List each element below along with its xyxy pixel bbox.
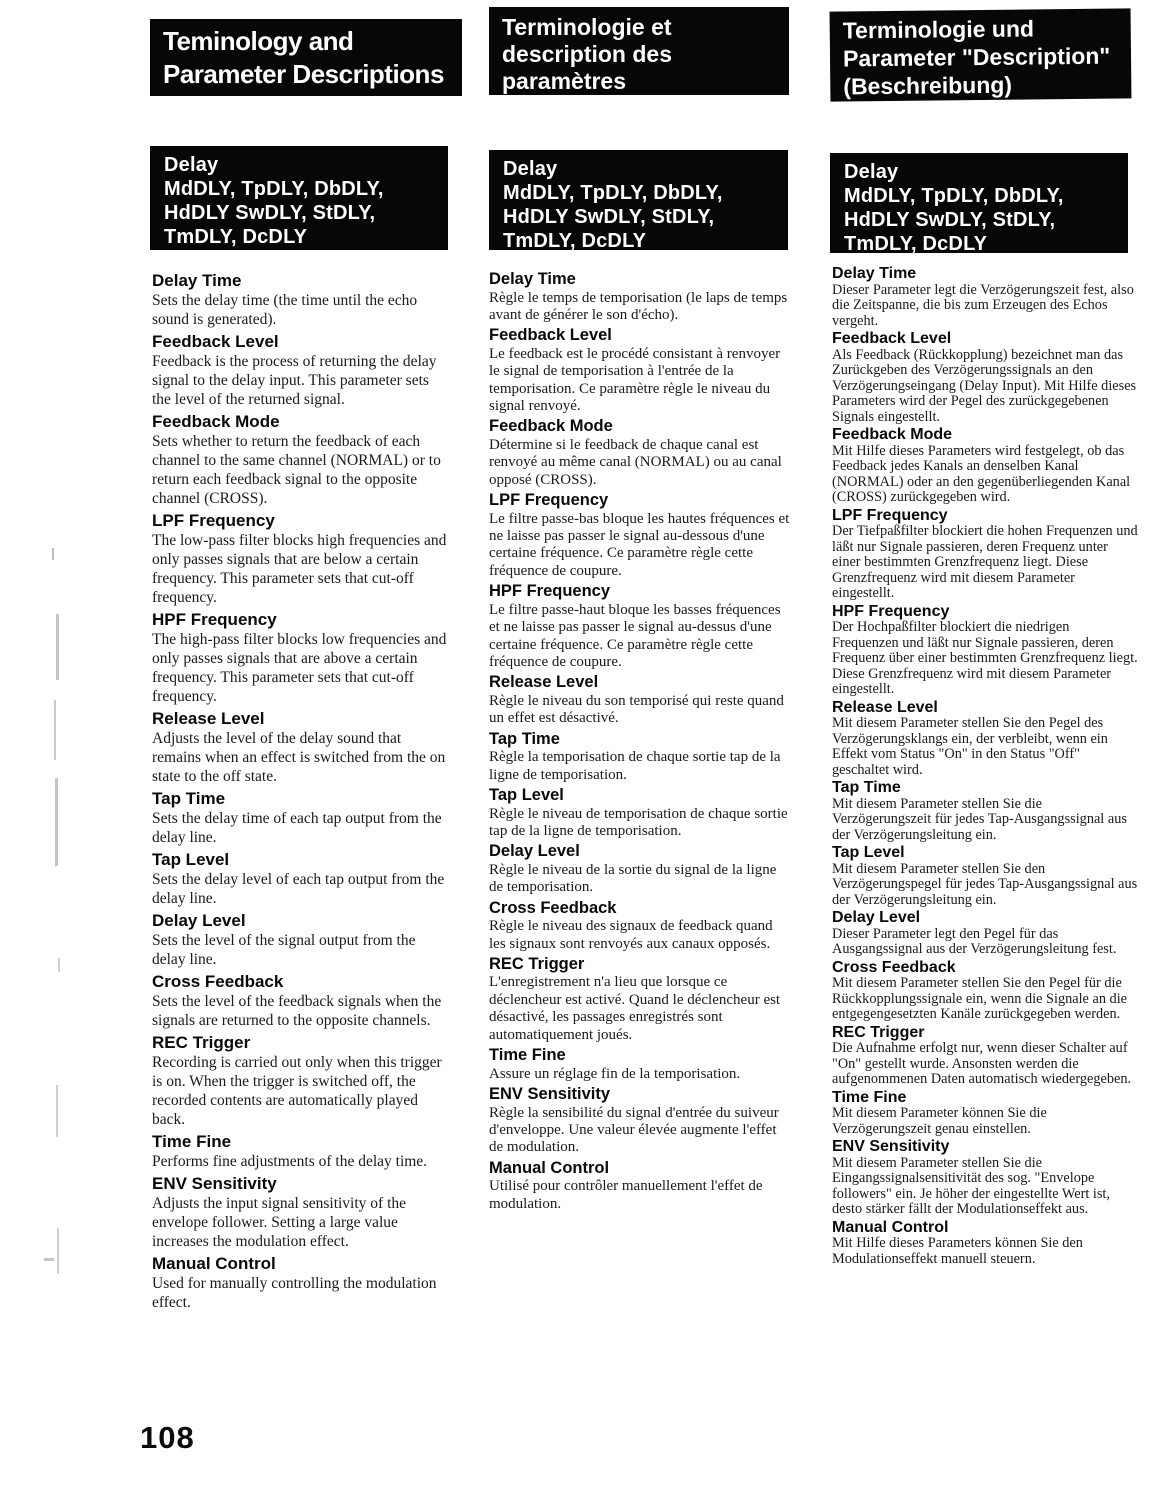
term-description: Le filtre passe-bas bloque les hautes fréquences et ne laisse pas passer le signal au-dessous d'une certaine fréquence. Ce paramètre règle cette fréquence de coupure. bbox=[489, 510, 790, 579]
term-description: Mit diesem Parameter können Sie die Verzögerungszeit genau einstellen. bbox=[832, 1105, 1047, 1137]
term-description: Assure un réglage fin de la temporisation. bbox=[489, 1065, 741, 1082]
term-description: Mit diesem Parameter stellen Sie den Pegel für die Rückkopplungssignale ein, wenn die Signale an die entgegengesetzten Kanäle zurückgegeben werden. bbox=[832, 975, 1128, 1022]
term-heading: ENV Sensitivity bbox=[832, 1138, 950, 1155]
effect-abbrev-line: MdDLY, TpDLY, DbDLY, bbox=[844, 185, 1064, 207]
term-heading: Delay Level bbox=[152, 911, 246, 930]
term-heading: Delay Time bbox=[152, 271, 242, 290]
term-description: Sets the level of the feedback signals when the signals are returned to the opposite channels. bbox=[152, 993, 442, 1029]
term-description: Mit Hilfe dieses Parameters wird festgelegt, ob das Feedback jedes Kanals an denselben Kanal (NORMAL) oder an den gegenüberliegenden Kanal (CROSS) zurückgegeben wird. bbox=[832, 442, 1131, 505]
term-description: Règle la temporisation de chaque sortie tap de la ligne de temporisation. bbox=[489, 749, 781, 783]
term-description: Performs fine adjustments of the delay time. bbox=[152, 1153, 428, 1170]
term-heading: HPF Frequency bbox=[152, 610, 277, 629]
term-description: Règle la sensibilité du signal d'entrée du suiveur d'enveloppe. Une valeur élevée augmente l'effet de modulation. bbox=[489, 1104, 779, 1156]
effect-abbrev-line: TmDLY, DcDLY bbox=[164, 226, 308, 248]
term-heading: REC Trigger bbox=[832, 1023, 925, 1041]
term-description: Mit diesem Parameter stellen Sie den Verzögerungspegel für jedes Tap-Ausgangssignal aus der Verzögerungsleitung ein. bbox=[832, 860, 1138, 908]
term-description: Règle le niveau du son temporisé qui reste quand un effet est désactivé. bbox=[489, 692, 784, 727]
term-description: Der Hochpaßfilter blockiert die niedrigen Frequenzen und läßt nur Signale passieren, deren Frequenz über einer bestimmten Grenzfrequenz liegt. Diese Grenzfrequenz wird mit diesem Parameter eingestellt. bbox=[832, 619, 1138, 697]
effect-abbrev-line: TmDLY, DcDLY bbox=[844, 233, 988, 255]
term-description: Dieser Parameter legt die Verzögerungszeit fest, also die Zeitspanne, die bis zum Erzeugen des Echos vergeht. bbox=[832, 281, 1134, 329]
term-description: Règle le niveau de temporisation de chaque sortie tap de la ligne de temporisation. bbox=[489, 805, 788, 839]
term-description: Utilisé pour contrôler manuellement l'effet de modulation. bbox=[489, 1178, 763, 1212]
title-line: (Beschreibung) bbox=[843, 71, 1013, 100]
effect-box-german bbox=[830, 153, 1128, 253]
effect-name: Delay bbox=[164, 154, 219, 176]
term-heading: HPF Frequency bbox=[489, 582, 611, 601]
scan-artifact bbox=[44, 1258, 54, 1261]
scan-artifact bbox=[52, 548, 54, 560]
scan-artifact bbox=[56, 614, 59, 680]
term-heading: Release Level bbox=[489, 673, 599, 692]
term-description: Règle le temps de temporisation (le laps de temps avant de générer le son d'écho). bbox=[489, 289, 788, 323]
term-heading: Tap Time bbox=[832, 779, 901, 796]
term-heading: Tap Level bbox=[152, 850, 230, 869]
term-heading: HPF Frequency bbox=[832, 602, 950, 620]
effect-box-english bbox=[150, 146, 448, 250]
term-description: Sets the level of the signal output from the delay line. bbox=[152, 932, 416, 968]
term-description: Der Tiefpaßfilter blockiert die hohen Frequenzen und läßt nur Signale passieren, deren Frequenz unter einer bestimmten Grenzfrequenz liegt. Diese Grenzfrequenz wird mit diesem Parameter eingestellt. bbox=[832, 523, 1138, 601]
term-heading: Time Fine bbox=[832, 1088, 907, 1106]
glossary-column-french bbox=[489, 268, 793, 1213]
term-heading: REC Trigger bbox=[152, 1033, 251, 1052]
term-description: Adjusts the input signal sensitivity of the envelope follower. Setting a large value increases the modulation effect. bbox=[152, 1195, 407, 1250]
term-description: Le filtre passe-haut bloque les basses fréquences et ne laisse pas passer le signal au-dessus d'une certaine fréquence. Ce paramètre règle cette fréquence de coupure. bbox=[489, 601, 781, 670]
effect-abbrev-line: MdDLY, TpDLY, DbDLY, bbox=[503, 182, 723, 204]
term-description: Adjusts the level of the delay sound that remains when an effect is switched from the on state to the off state. bbox=[152, 730, 446, 785]
scan-artifact bbox=[54, 700, 56, 760]
term-description: L'enregistrement n'a lieu que lorsque ce déclencheur est activé. Quand le déclencheur est désactivé, les passages enregistrés sont automatiquement joués. bbox=[489, 974, 781, 1043]
title-line: Parameter "Description" bbox=[842, 42, 1111, 72]
title-line: Parameter Descriptions bbox=[163, 59, 444, 89]
term-heading: Feedback Level bbox=[152, 332, 279, 351]
effect-abbrev-line: TmDLY, DcDLY bbox=[503, 230, 647, 252]
term-description: The low-pass filter blocks high frequencies and only passes signals that are below a certain frequency. This parameter sets that cut-off frequency. bbox=[152, 532, 447, 606]
title-line: description des bbox=[502, 41, 672, 67]
term-heading: Manual Control bbox=[152, 1254, 276, 1273]
term-description: The high-pass filter blocks low frequencies and only passes signals that are above a certain frequency. This parameter sets that cut-off frequency. bbox=[152, 631, 447, 705]
term-heading: Cross Feedback bbox=[152, 972, 284, 991]
term-description: Le feedback est le procédé consistant à renvoyer le signal de temporisation à l'entrée de la temporisation. Ce paramètre règle le niveau du signal renvoyé. bbox=[489, 345, 781, 415]
term-heading: Tap Time bbox=[489, 729, 560, 748]
term-description: Sets the delay level of each tap output from the delay line. bbox=[152, 871, 445, 907]
effect-abbrev-line: HdDLY SwDLY, StDLY, bbox=[503, 206, 715, 228]
effect-name: Delay bbox=[844, 161, 899, 183]
term-heading: Time Fine bbox=[152, 1132, 232, 1151]
term-heading: ENV Sensitivity bbox=[152, 1174, 277, 1193]
title-line: Terminologie et bbox=[502, 14, 672, 40]
term-description: Mit diesem Parameter stellen Sie den Pegel des Verzögerungsklangs ein, der verbleibt, wenn ein Effekt vom Status "On" in den Status "Off" geschaltet wird. bbox=[832, 715, 1108, 778]
term-heading: Delay Level bbox=[832, 909, 921, 926]
term-description: Die Aufnahme erfolgt nur, wenn dieser Schalter auf "On" gestellt wurde. Ansonsten werden die aufgenommenen Daten automatisch wiedergegeben. bbox=[832, 1040, 1132, 1087]
effect-abbrev-line: MdDLY, TpDLY, DbDLY, bbox=[164, 178, 384, 200]
term-heading: REC Trigger bbox=[489, 954, 585, 973]
effect-name: Delay bbox=[503, 158, 558, 180]
term-heading: Feedback Level bbox=[489, 326, 612, 345]
term-description: Dieser Parameter legt den Pegel für das Ausgangssignal aus der Verzögerungsleitung fest. bbox=[832, 925, 1117, 957]
term-heading: Release Level bbox=[152, 709, 265, 728]
term-heading: Tap Time bbox=[152, 789, 226, 808]
term-heading: Delay Level bbox=[489, 842, 580, 861]
term-description: Mit Hilfe dieses Parameters können Sie den Modulationseffekt manuell steuern. bbox=[832, 1235, 1083, 1267]
term-description: Mit diesem Parameter stellen Sie die Eingangssignalsensitivität des sog. "Envelope followers" ein. Je höher der eingestellte Wert ist, desto stärker fällt der Modulationseffekt aus. bbox=[832, 1154, 1110, 1217]
title-line: paramètres bbox=[502, 68, 627, 94]
term-description: Mit diesem Parameter stellen Sie die Verzögerungszeit für jedes Tap-Ausgangssignal aus der Verzögerungsleitung ein. bbox=[832, 795, 1127, 843]
term-description: Als Feedback (Rückkopplung) bezeichnet man das Zurückgeben des Verzögerungssignals an den Verzögerungseingang (Delay Input). Mit Hilfe dieses Parameters wird der Pegel des zurückgegebenen Signals eingestellt. bbox=[832, 346, 1137, 425]
section-title-french bbox=[489, 7, 789, 95]
term-heading: Delay Time bbox=[489, 270, 576, 288]
section-title-english bbox=[150, 19, 462, 96]
term-description: Détermine si le feedback de chaque canal est renvoyé au même canal (NORMAL) ou au canal opposé (CROSS). bbox=[489, 436, 782, 488]
term-heading: Feedback Mode bbox=[152, 412, 280, 431]
term-description: Sets the delay time (the time until the echo sound is generated). bbox=[152, 292, 418, 328]
term-description: Feedback is the process of returning the delay signal to the delay input. This parameter sets the level of the returned signal. bbox=[152, 353, 437, 408]
scan-artifact bbox=[56, 1085, 58, 1137]
term-heading: LPF Frequency bbox=[152, 511, 275, 530]
term-heading: LPF Frequency bbox=[489, 491, 609, 510]
term-description: Sets the delay time of each tap output from the delay line. bbox=[152, 810, 442, 846]
title-line: Teminology and bbox=[163, 26, 354, 56]
scan-artifact bbox=[57, 1228, 59, 1274]
section-title-german bbox=[830, 8, 1132, 101]
term-heading: Feedback Mode bbox=[489, 417, 613, 436]
scan-artifact bbox=[55, 778, 58, 866]
effect-abbrev-line: HdDLY SwDLY, StDLY, bbox=[164, 202, 376, 224]
term-heading: Manual Control bbox=[489, 1158, 610, 1177]
term-heading: Cross Feedback bbox=[832, 958, 956, 976]
term-description: Sets whether to return the feedback of each channel to the same channel (NORMAL) or to return each feedback signal to the opposite channel (CROSS). bbox=[152, 433, 441, 507]
term-description: Règle le niveau des signaux de feedback quand les signaux sont renvoyés aux canaux opposés. bbox=[489, 918, 773, 952]
term-heading: Feedback Level bbox=[832, 330, 952, 347]
term-heading: Tap Level bbox=[832, 844, 905, 861]
glossary-column-german bbox=[832, 264, 1139, 1267]
term-description: Recording is carried out only when this trigger is on. When the trigger is switched off, the recorded contents are automatically played back. bbox=[152, 1054, 442, 1128]
term-heading: Delay Time bbox=[832, 265, 917, 282]
title-line: Terminologie und bbox=[842, 15, 1035, 44]
term-heading: Manual Control bbox=[832, 1218, 949, 1236]
page-number: 108 bbox=[140, 1420, 195, 1455]
term-description: Used for manually controlling the modulation effect. bbox=[152, 1275, 437, 1311]
scan-artifact bbox=[58, 958, 60, 972]
effect-abbrev-line: HdDLY SwDLY, StDLY, bbox=[844, 209, 1056, 231]
effect-box-french bbox=[489, 150, 788, 250]
term-heading: LPF Frequency bbox=[832, 506, 948, 524]
term-heading: Release Level bbox=[832, 698, 938, 716]
glossary-column-english bbox=[152, 268, 449, 1312]
term-heading: Time Fine bbox=[489, 1046, 566, 1065]
term-description: Règle le niveau de la sortie du signal de la ligne de temporisation. bbox=[489, 861, 777, 896]
term-heading: Cross Feedback bbox=[489, 898, 617, 917]
term-heading: ENV Sensitivity bbox=[489, 1085, 611, 1103]
term-heading: Feedback Mode bbox=[832, 426, 953, 443]
term-heading: Tap Level bbox=[489, 786, 564, 805]
